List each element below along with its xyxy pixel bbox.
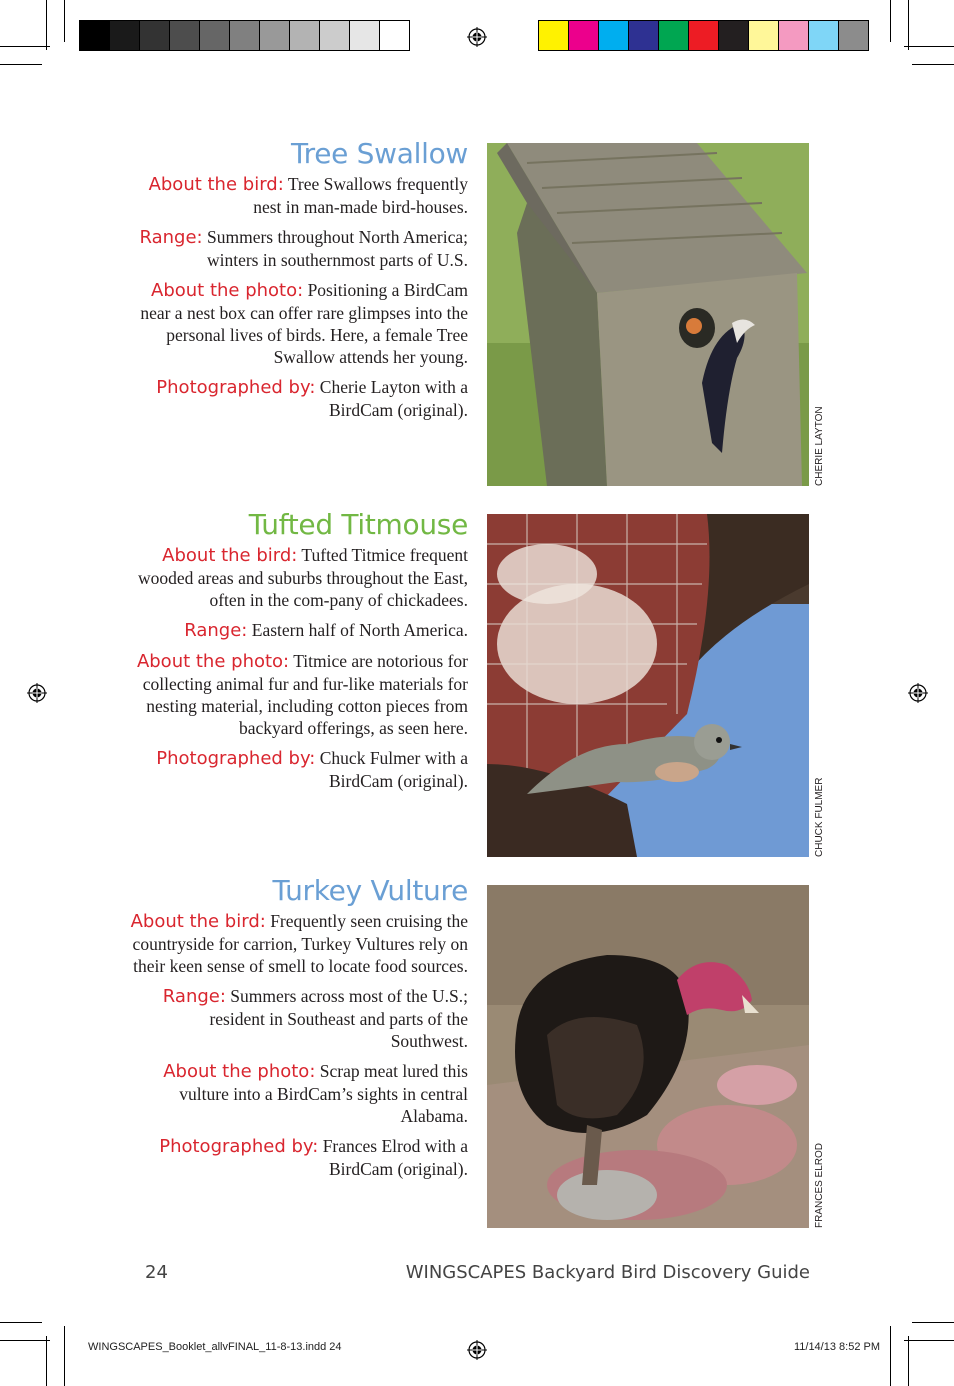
process-color-bar — [538, 20, 869, 51]
about-bird-text: About the bird: Tree Swallows frequently nest in man-made bird-houses. — [148, 174, 468, 217]
crop-mark — [0, 64, 42, 65]
range-label: Range: — [184, 620, 248, 641]
color-swatch — [200, 21, 230, 50]
color-swatch — [260, 21, 290, 50]
color-swatch — [629, 21, 659, 50]
color-swatch — [599, 21, 629, 50]
color-swatch — [839, 21, 868, 50]
crop-mark — [912, 1322, 954, 1323]
crop-mark — [912, 64, 954, 65]
color-swatch — [779, 21, 809, 50]
crop-mark — [904, 1340, 954, 1341]
range-label: Range: — [139, 227, 203, 248]
tree-swallow-photo — [487, 143, 809, 486]
guide-title: WINGSCAPES Backyard Bird Discovery Guide — [405, 1262, 810, 1283]
registration-mark-icon — [467, 27, 487, 47]
color-swatch — [809, 21, 839, 50]
crop-mark — [904, 46, 954, 47]
crop-mark — [0, 1322, 42, 1323]
photographed-by-label: Photographed by: — [156, 377, 316, 398]
photographed-by-text: Photographed by: Frances Elrod with a BirdCam (original). — [159, 1136, 468, 1179]
bird-name: Turkey Vulture — [272, 874, 468, 907]
bird-entry-turkey-vulture — [130, 874, 468, 1188]
photographed-by-label: Photographed by: — [159, 1136, 319, 1157]
range-text: Range: Eastern half of North America. — [184, 620, 468, 641]
range-text: Range: Summers throughout North America; winters in southernmost parts of U.S. — [139, 227, 468, 270]
photographed-by-label: Photographed by: — [156, 748, 316, 769]
about-bird-label: About the bird: — [148, 174, 284, 195]
photographed-by-text: Photographed by: Chuck Fulmer with a BirdCam (original). — [156, 748, 468, 791]
crop-mark — [890, 1326, 891, 1386]
bird-entry-tree-swallow — [130, 137, 468, 429]
color-swatch — [110, 21, 140, 50]
grayscale-color-bar — [79, 20, 410, 51]
turkey-vulture-photo — [487, 885, 809, 1228]
range-label: Range: — [162, 986, 226, 1007]
registration-mark-icon — [467, 1340, 487, 1360]
crop-mark — [908, 1336, 909, 1386]
crop-mark — [0, 46, 50, 47]
crop-mark — [64, 0, 65, 42]
registration-mark-icon — [27, 683, 47, 703]
about-photo-label: About the photo: — [136, 651, 290, 672]
crop-mark — [908, 0, 909, 50]
photo-credit: CHUCK FULMER — [814, 777, 825, 857]
color-swatch — [689, 21, 719, 50]
registration-mark-icon — [908, 683, 928, 703]
about-bird-label: About the bird: — [130, 911, 266, 932]
photo-credit: CHERIE LAYTON — [814, 406, 825, 486]
crop-mark — [46, 0, 47, 50]
about-photo-text: About the photo: Titmice are notorious for collecting animal fur and fur-like materials for nesting material, including cotton pieces from backyard offerings, as seen here. — [136, 651, 468, 738]
bird-name: Tree Swallow — [290, 137, 468, 170]
about-bird-text: About the bird: Tufted Titmice frequent wooded areas and suburbs throughout the East, often in the com-pany of chickadees. — [138, 545, 468, 610]
bird-entry-tufted-titmouse — [130, 508, 468, 800]
photographed-by-text: Photographed by: Cherie Layton with a BirdCam (original). — [156, 377, 468, 420]
bird-name: Tufted Titmouse — [248, 508, 468, 541]
color-swatch — [140, 21, 170, 50]
color-swatch — [539, 21, 569, 50]
page-number: 24 — [145, 1262, 168, 1283]
crop-mark — [46, 1336, 47, 1386]
color-swatch — [719, 21, 749, 50]
color-swatch — [320, 21, 350, 50]
color-swatch — [749, 21, 779, 50]
color-swatch — [659, 21, 689, 50]
range-text: Range: Summers across most of the U.S.; resident in Southeast and parts of the Southwest. — [162, 986, 468, 1051]
crop-mark — [890, 0, 891, 42]
about-bird-text: About the bird: Frequently seen cruising the countryside for carrion, Turkey Vultures rely on their keen sense of smell to locate food sources. — [130, 911, 468, 976]
color-swatch — [350, 21, 380, 50]
about-photo-label: About the photo: — [163, 1061, 316, 1082]
tufted-titmouse-photo — [487, 514, 809, 857]
slug-timestamp: 11/14/13 8:52 PM — [793, 1341, 880, 1353]
color-swatch — [380, 21, 409, 50]
about-bird-label: About the bird: — [162, 545, 298, 566]
color-swatch — [230, 21, 260, 50]
color-swatch — [80, 21, 110, 50]
about-photo-text: About the photo: Scrap meat lured this vulture into a BirdCam’s sights in central Alabama. — [163, 1061, 468, 1126]
color-swatch — [170, 21, 200, 50]
color-swatch — [290, 21, 320, 50]
crop-mark — [0, 1340, 50, 1341]
crop-mark — [64, 1326, 65, 1386]
about-photo-label: About the photo: — [151, 280, 304, 301]
photo-credit: FRANCES ELROD — [814, 1142, 825, 1228]
slug-filename: WINGSCAPES_Booklet_allvFINAL_11-8-13.indd 24 — [88, 1341, 342, 1353]
color-swatch — [569, 21, 599, 50]
about-photo-text: About the photo: Positioning a BirdCam near a nest box can offer rare glimpses into the personal lives of birds. Here, a female Tree Swallow attends her young. — [140, 280, 468, 367]
